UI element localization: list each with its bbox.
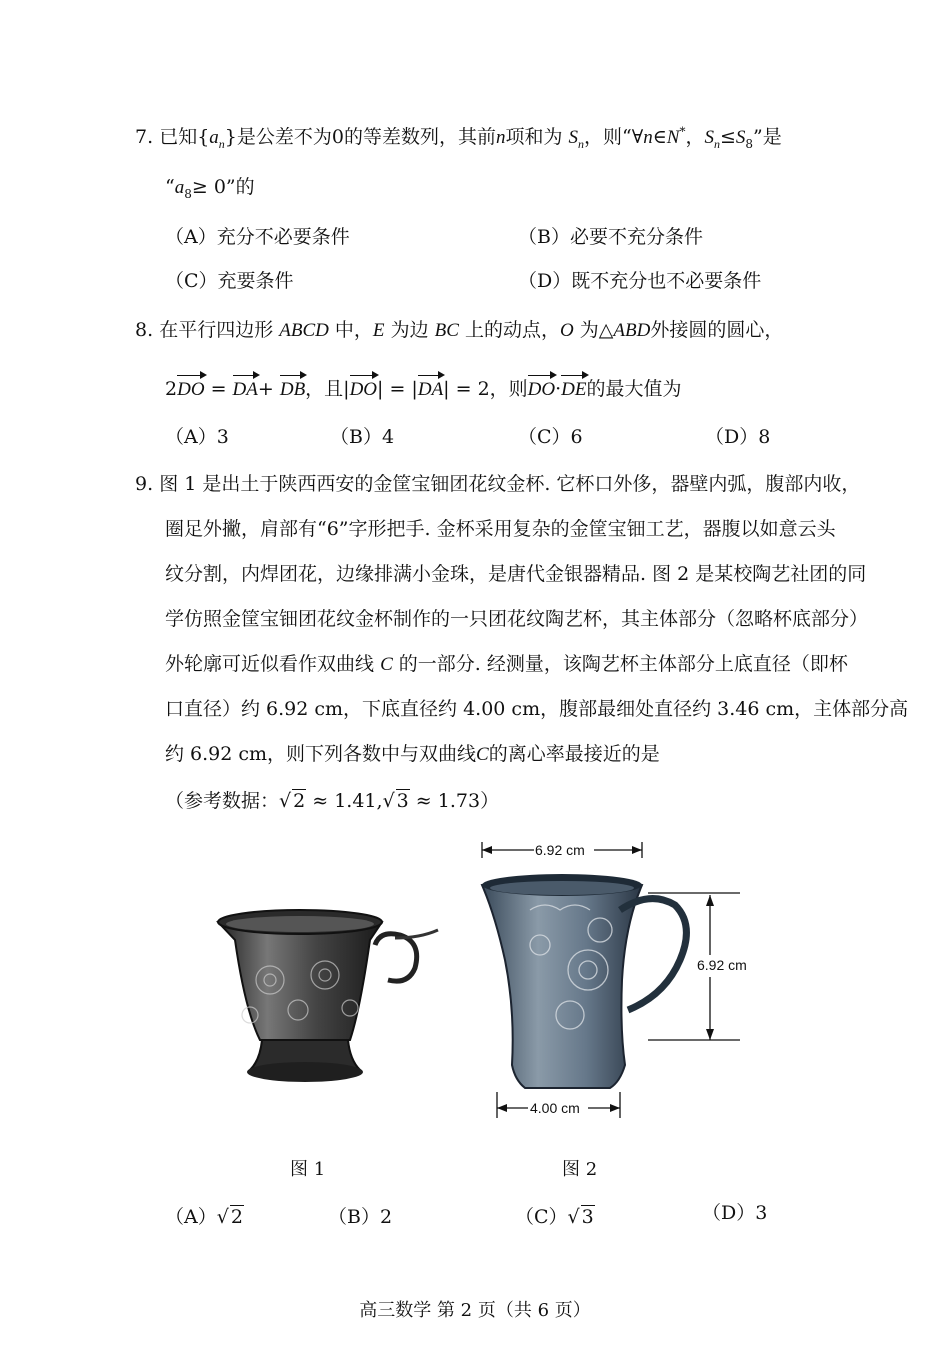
q9-option-a: （A）√ 2 [165,1206,243,1228]
q8-option-d: （D）8 [705,426,771,448]
q7-option-a: （A）充分不必要条件 [165,226,350,248]
question-8-line-1: 8. 在平行四边形 ABCD 中，E 为边 BC 上的动点，O 为△ABD外接圆的圆心， [135,319,784,341]
question-7-line-2: “$a_8\ge 0$”的 [165,176,255,201]
dimension-right-label: 6.92 cm [697,957,747,973]
question-7-line-1: 7. 已知$\{a_n\}$是公差不为0的等差数列，其前n项和为 $S_n$，则“∀n∈N*，$S_n\le S_8$”是 [135,124,782,151]
vector-da: DA [232,379,258,400]
question-9-line-4: 学仿照金筐宝钿团花纹金杯制作的一只团花纹陶艺杯，其主体部分（忽略杯底部分） [165,608,869,630]
q8-option-c: （C）6 [518,426,583,448]
figure-2-caption: 图 2 [562,1159,598,1180]
question-8-line-2: 2DO = DA+ DB，且|DO| = |DA| = 2，则DO·DE的最大值为 [165,378,682,400]
q9-option-b: （B）2 [328,1206,393,1228]
q7-option-d: （D）既不充分也不必要条件 [518,270,762,292]
q9-option-d: （D）3 [702,1202,768,1224]
vector-db: DB [279,379,306,400]
question-9-line-6: 口直径）约 6.92 cm，下底直径约 4.00 cm，腹部最细处直径约 3.46 cm，主体部分高 [165,698,909,720]
vector-do: DO [177,379,205,400]
q8-option-b: （B）4 [330,426,395,448]
q8-option-a: （A）3 [165,426,229,448]
figure-1-caption: 图 1 [290,1159,326,1180]
q9-option-c: （C）√ 3 [515,1206,594,1228]
figure-1-gold-cup [210,900,450,1100]
q7-option-c: （C）充要条件 [165,270,294,292]
q7-option-b: （B）必要不充分条件 [518,226,703,248]
dimension-bottom-label: 4.00 cm [530,1100,580,1116]
reference-data: （参考数据：√ 2 ≈ 1.41,√ 3 ≈ 1.73） [165,790,500,812]
page-footer: 高三数学 第 2 页（共 6 页） [359,1300,591,1321]
figure-2-ceramic-cup [470,830,770,1130]
question-9-line-1: 9. 图 1 是出土于陕西西安的金筐宝钿团花纹金杯. 它杯口外侈，器壁内弧，腹部内收， [135,473,861,495]
question-9-line-5: 外轮廓可近似看作双曲线 C 的一部分. 经测量，该陶艺杯主体部分上底直径（即杯 [165,653,848,675]
dimension-top-label: 6.92 cm [535,842,585,858]
question-9-line-7: 约 6.92 cm，则下列各数中与双曲线C的离心率最接近的是 [165,743,660,765]
question-9-line-2: 圈足外撇，肩部有“6”字形把手. 金杯采用复杂的金筐宝钿工艺，器腹以如意云头 [165,518,836,540]
question-9-line-3: 纹分割，内焊团花，边缘排满小金珠，是唐代金银器精品. 图 2 是某校陶艺社团的同 [165,563,867,585]
